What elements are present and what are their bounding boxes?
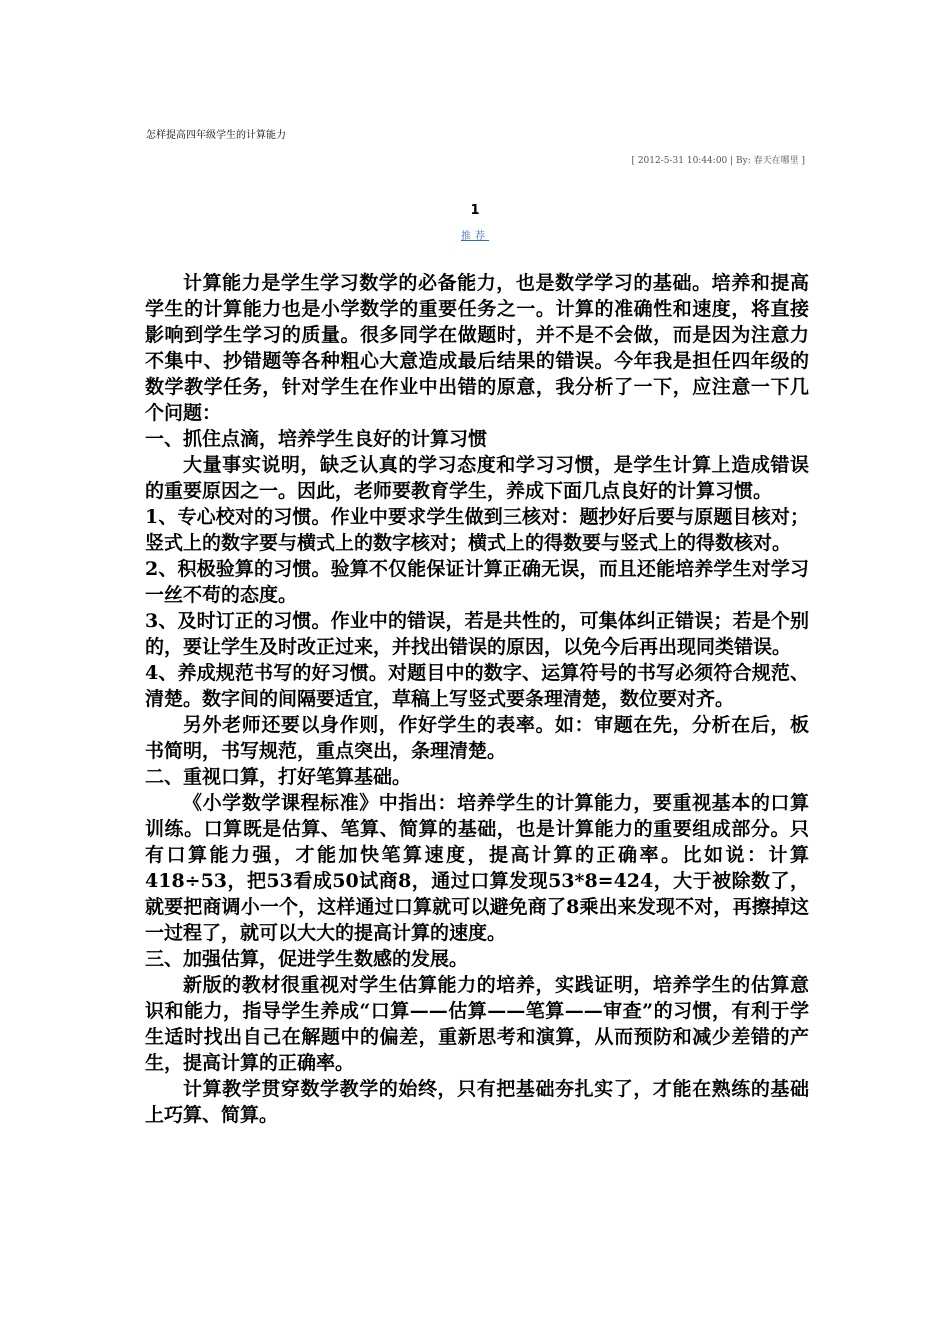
section-heading-3: 三、加强估算，促进学生数感的发展。 — [145, 948, 469, 970]
list-item-4: 4、养成规范书写的好习惯。对题目中的数字、运算符号的书写必须符合规范、清楚。数字间的间隔要适宜，草稿上写竖式要条理清楚，数位要对齐。 — [145, 662, 809, 710]
paragraph-intro: 计算能力是学生学习数学的必备能力，也是数学学习的基础。培养和提高学生的计算能力也是小学数学的重要任务之一。计算的准确性和速度，将直接影响到学生学习的质量。很多同学在做题时，并不是不会做，而是因为注意力不集中、抄错题等各种粗心大意造成最后结果的错误。今年我是担任四年级的数学教学任务，针对学生在作业中出错的原意，我分析了一下，应注意一下几个问题： — [145, 272, 809, 424]
list-item-1: 1、专心校对的习惯。作业中要求学生做到三核对：题抄好后要与原题目核对；竖式上的数字要与横式上的数字核对；横式上的得数要与竖式上的得数核对。 — [145, 506, 809, 554]
paragraph-conclusion: 计算教学贯穿数学教学的始终，只有把基础夯扎实了，才能在熟练的基础上巧算、简算。 — [145, 1078, 809, 1126]
recommend-row — [0, 230, 950, 244]
section-heading-2: 二、重视口算，打好笔算基础。 — [145, 766, 412, 788]
list-item-2: 2、积极验算的习惯。验算不仅能保证计算正确无误，而且还能培养学生对学习一丝不苟的态度。 — [145, 558, 809, 606]
post-meta: [ 2012-5-31 10:44:00 | By: 春天在哪里 ] — [631, 156, 805, 166]
section-heading-1: 一、抓住点滴，培养学生良好的计算习惯 — [145, 428, 488, 450]
paragraph: 新版的教材很重视对学生估算能力的培养，实践证明，培养学生的估算意识和能力，指导学生养成“口算——估算——笔算——审查”的习惯，有利于学生适时找出自己在解题中的偏差，重新思考和演算，从而预防和减少差错的产生，提高计算的正确率。 — [145, 974, 809, 1074]
list-item-3: 3、及时订正的习惯。作业中的错误，若是共性的，可集体纠正错误；若是个别的，要让学生及时改正过来，并找出错误的原因，以免今后再出现同类错误。 — [145, 610, 809, 658]
recommend-count: 1 — [470, 203, 480, 218]
recommend-link[interactable]: 推荐 — [461, 231, 489, 242]
paragraph: 大量事实说明，缺乏认真的学习态度和学习习惯，是学生计算上造成错误的重要原因之一。因此，老师要教育学生，养成下面几点良好的计算习惯。 — [145, 454, 809, 502]
article-body — [145, 270, 809, 1128]
paragraph: 《小学数学课程标准》中指出：培养学生的计算能力，要重视基本的口算训练。口算既是估算、笔算、简算的基础，也是计算能力的重要组成部分。只有口算能力强，才能加快笔算速度，提高计算的正确率。比如说：计算418÷53，把53看成50试商8，通过口算发现53*8=424，大于被除数了，就要把商调小一个，这样通过口算就可以避免商了8乘出来发现不对，再擦掉这一过程了，就可以大大的提高计算的速度。 — [145, 792, 809, 944]
paragraph: 另外老师还要以身作则，作好学生的表率。如：审题在先，分析在后，板书简明，书写规范，重点突出，条理清楚。 — [145, 714, 809, 762]
document-title: 怎样提高四年级学生的计算能力 — [146, 130, 286, 141]
